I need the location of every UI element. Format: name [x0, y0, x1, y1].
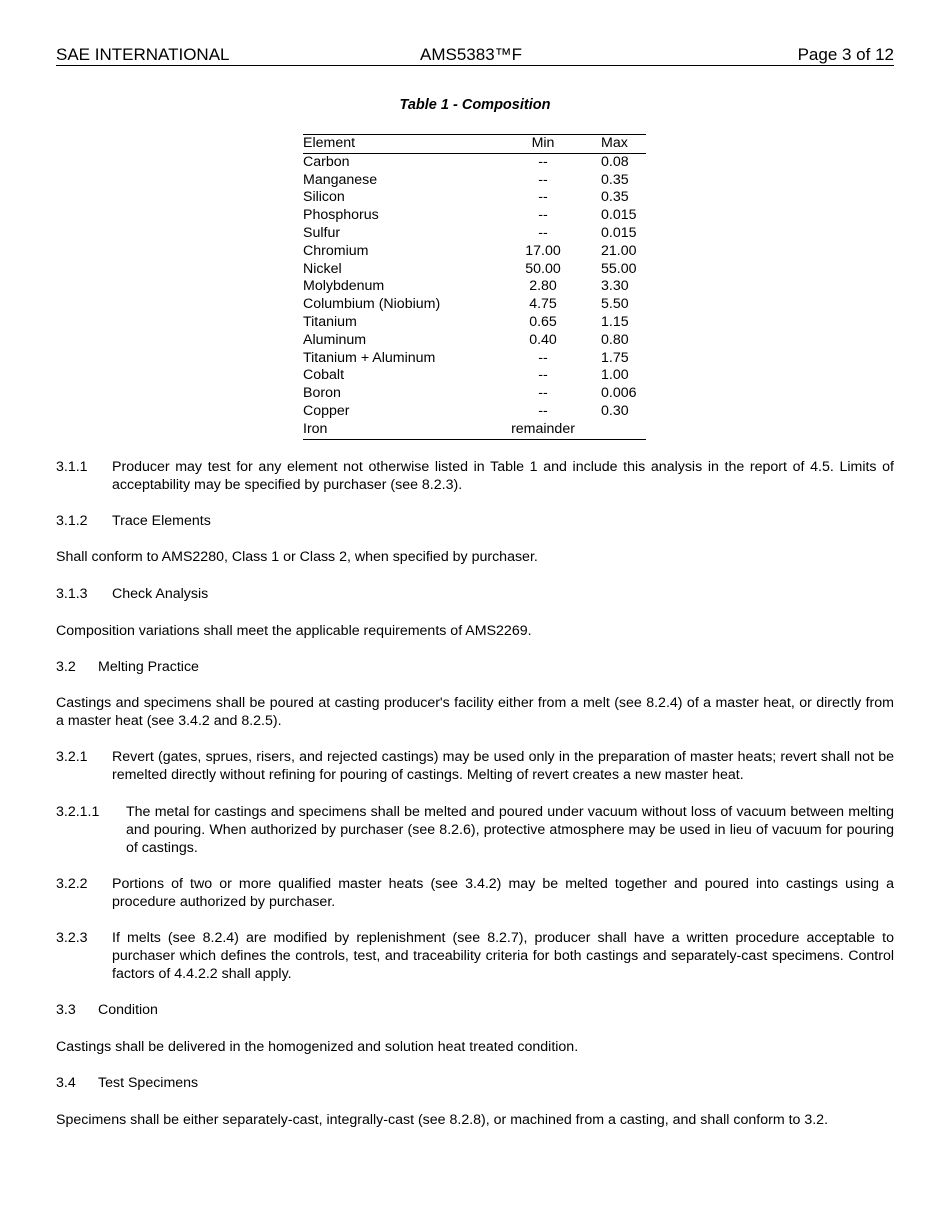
cell-element: Boron — [303, 385, 341, 402]
cell-max: 0.015 — [601, 224, 637, 241]
section-heading: Melting Practice — [98, 659, 199, 675]
cell-max: 1.75 — [601, 349, 629, 366]
column-header-element: Element — [303, 135, 356, 151]
section-number: 3.3 — [56, 1002, 76, 1018]
cell-element: Carbon — [303, 153, 350, 170]
cell-min: -- — [538, 171, 548, 188]
section-3-3 — [56, 1002, 894, 1020]
cell-min: -- — [538, 189, 548, 206]
cell-max: 1.15 — [601, 313, 629, 330]
section-heading: Trace Elements — [112, 513, 211, 529]
section-number: 3.2.2 — [56, 876, 88, 892]
table-row — [303, 207, 646, 225]
cell-max: 0.015 — [601, 207, 637, 224]
cell-min: 0.40 — [529, 331, 557, 348]
table-row — [303, 385, 646, 403]
section-number: 3.2.1 — [56, 749, 88, 765]
cell-min: 17.00 — [525, 242, 561, 259]
section-heading: Condition — [98, 1002, 158, 1018]
section-3-2-2 — [56, 876, 894, 912]
composition-table-body — [303, 153, 646, 439]
cell-max: 0.08 — [601, 153, 629, 170]
section-3-2-1 — [56, 749, 894, 785]
cell-min: 0.65 — [529, 313, 557, 330]
section-number: 3.2.1.1 — [56, 804, 100, 820]
section-text: Portions of two or more qualified master heats (see 3.4.2) may be melted together and poured into castings using a procedure authorized by purchaser. — [112, 876, 894, 910]
section-3-2-1-1 — [56, 804, 894, 857]
table-row — [303, 367, 646, 385]
table-header-row — [303, 135, 646, 154]
cell-element: Iron — [303, 420, 328, 437]
section-text: The metal for castings and specimens shall be melted and poured under vacuum without loss of vacuum between melting and pouring. When authorized by purchaser (see 8.2.6), protective atmosphere may be used in lieu of vacuum for pouring of castings. — [126, 804, 894, 856]
section-number: 3.1.1 — [56, 459, 88, 475]
paragraph: Castings and specimens shall be poured at casting producer's facility either from a melt (see 8.2.4) of a master heat, or directly from a master heat (see 3.4.2 and 8.2.5). — [56, 695, 894, 729]
cell-element: Silicon — [303, 189, 345, 206]
table-row — [303, 243, 646, 261]
cell-element: Manganese — [303, 171, 378, 188]
table-row — [303, 153, 646, 171]
cell-element: Nickel — [303, 260, 342, 277]
cell-min: 2.80 — [529, 278, 557, 295]
table-row — [303, 296, 646, 314]
section-3-1-1 — [56, 459, 894, 495]
table-row — [303, 261, 646, 279]
section-3-2-3 — [56, 930, 894, 983]
paragraph: Specimens shall be either separately-cast, integrally-cast (see 8.2.8), or machined from a casting, and shall conform to 3.2. — [56, 1112, 829, 1128]
cell-min: -- — [538, 402, 548, 419]
cell-max — [583, 421, 646, 439]
table-row — [303, 278, 646, 296]
cell-max: 0.35 — [601, 171, 629, 188]
table-row — [303, 314, 646, 332]
cell-min: -- — [538, 207, 548, 224]
cell-max: 1.00 — [601, 367, 629, 384]
section-text: Revert (gates, sprues, risers, and rejected castings) may be used only in the preparation of master heats; revert shall not be remelted directly without refining for pouring of castings. Melting of revert creates a new master heat. — [112, 749, 894, 783]
cell-element: Columbium (Niobium) — [303, 296, 441, 313]
cell-min: -- — [538, 224, 548, 241]
composition-table — [303, 134, 646, 440]
cell-element: Copper — [303, 402, 350, 419]
section-3-1-3 — [56, 586, 894, 604]
cell-element: Phosphorus — [303, 207, 379, 224]
section-number: 3.1.2 — [56, 513, 88, 529]
table-caption: Table 1 - Composition — [399, 97, 551, 113]
cell-min: -- — [538, 385, 548, 402]
section-3-2 — [56, 659, 894, 677]
cell-max: 0.006 — [601, 385, 637, 402]
cell-max: 55.00 — [601, 260, 637, 277]
section-heading: Check Analysis — [112, 586, 209, 602]
paragraph: Castings shall be delivered in the homogenized and solution heat treated condition. — [56, 1039, 579, 1055]
column-header-max: Max — [601, 135, 628, 151]
header-org: SAE INTERNATIONAL — [56, 45, 230, 64]
cell-element: Titanium — [303, 313, 357, 330]
cell-max: 3.30 — [601, 278, 629, 295]
cell-element: Sulfur — [303, 224, 341, 241]
table-row — [303, 332, 646, 350]
section-text: Producer may test for any element not otherwise listed in Table 1 and include this analysis in the report of 4.5. Limits of acceptability may be specified by purchaser (see 8.2.3). — [112, 459, 894, 493]
column-header-min: Min — [531, 135, 555, 151]
table-row — [303, 225, 646, 243]
cell-element: Aluminum — [303, 331, 367, 348]
cell-max: 0.35 — [601, 189, 629, 206]
header-doc-number: AMS5383™F — [420, 45, 523, 64]
cell-element: Chromium — [303, 242, 369, 259]
table-row — [303, 189, 646, 207]
cell-max: 0.30 — [601, 402, 629, 419]
paragraph: Shall conform to AMS2280, Class 1 or Class 2, when specified by purchaser. — [56, 549, 538, 565]
header-page-number: Page 3 of 12 — [797, 45, 894, 64]
section-heading: Test Specimens — [98, 1075, 199, 1091]
table-row — [303, 421, 646, 439]
section-number: 3.1.3 — [56, 586, 88, 602]
table-row — [303, 403, 646, 421]
paragraph: Composition variations shall meet the applicable requirements of AMS2269. — [56, 623, 532, 639]
section-number: 3.2 — [56, 659, 76, 675]
cell-element: Molybdenum — [303, 278, 385, 295]
section-number: 3.4 — [56, 1075, 76, 1091]
section-number: 3.2.3 — [56, 930, 88, 946]
cell-min: 4.75 — [529, 296, 557, 313]
cell-max: 0.80 — [601, 331, 629, 348]
cell-min: 50.00 — [525, 260, 561, 277]
cell-min: -- — [538, 349, 548, 366]
cell-element: Titanium + Aluminum — [303, 349, 436, 366]
section-text: If melts (see 8.2.4) are modified by replenishment (see 8.2.7), producer shall have a written procedure acceptable to purchaser which defines the controls, test, and traceability criteria for both castings and separately-cast specimens. Control factors of 4.4.2.2 shall apply. — [112, 930, 894, 982]
page-header — [56, 44, 894, 66]
cell-element: Cobalt — [303, 367, 345, 384]
section-3-4 — [56, 1075, 894, 1093]
cell-min: -- — [538, 367, 548, 384]
cell-min: -- — [538, 153, 548, 170]
section-3-1-2 — [56, 513, 894, 531]
cell-max: 21.00 — [601, 242, 637, 259]
cell-max: 5.50 — [601, 296, 629, 313]
cell-min: remainder — [511, 420, 575, 437]
table-row — [303, 350, 646, 368]
table-row — [303, 172, 646, 190]
